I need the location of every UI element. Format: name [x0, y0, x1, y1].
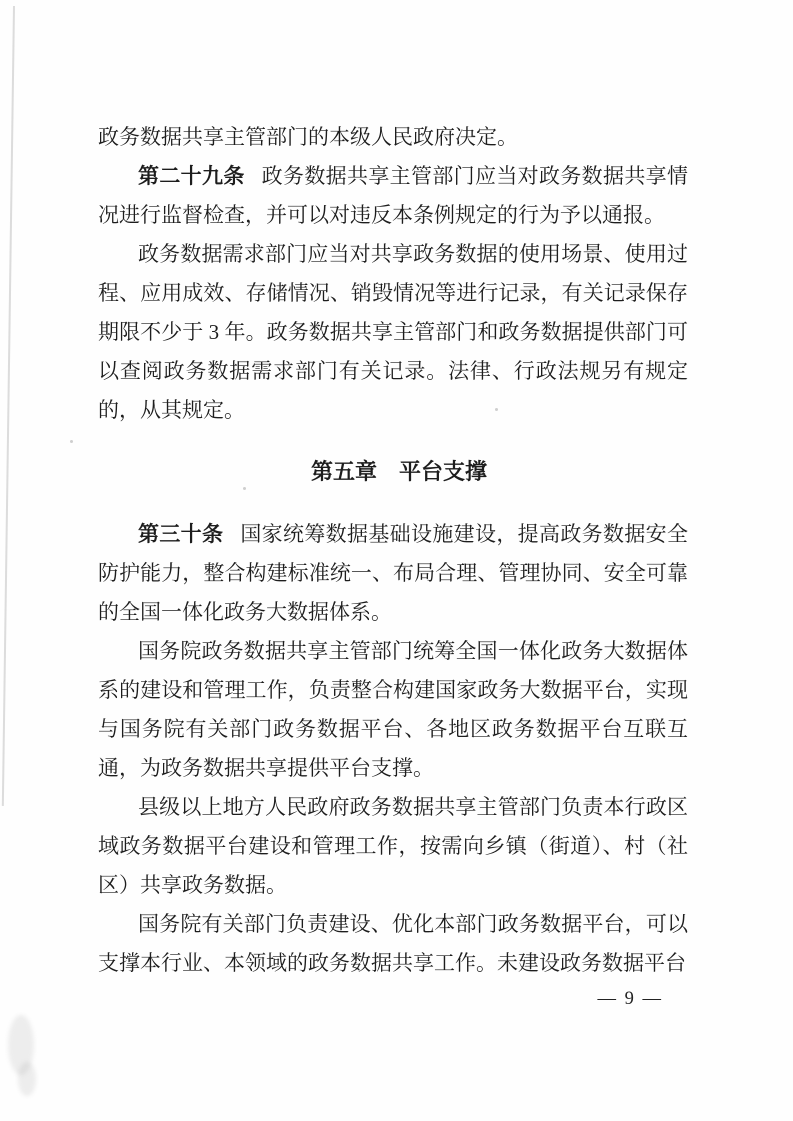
article-29-text: 政务数据共享主管部门应当对政务数据共享情况进行监督检查，并可以对违反本条例规定的行为予以通报。: [98, 164, 689, 227]
article-30-paragraph: [98, 515, 688, 632]
scan-speck: [70, 440, 73, 443]
scan-artifact-left-edge: [2, 6, 15, 806]
page-number: — 9 —: [597, 989, 663, 1009]
chapter-heading: 第五章 平台支撑: [310, 459, 487, 484]
document-content: [98, 118, 688, 1010]
article-30-number: 第三十条: [138, 522, 224, 546]
article-30-text: 国家统筹数据基础设施建设，提高政务数据安全防护能力，整合构建标准统一、布局合理、管理协同、安全可靠的全国一体化政务大数据体系。: [98, 522, 689, 624]
paragraph-state-council-platform: 国务院政务数据共享主管部门统筹全国一体化政务大数据体系的建设和管理工作，负责整合构建国家政务大数据平台，实现与国务院有关部门政务数据平台、各地区政务数据平台互联互通，为政务数据共享提供平台支撑。: [98, 639, 688, 780]
paragraph-department-platform: 国务院有关部门负责建设、优化本部门政务数据平台，可以支撑本行业、本领域的政务数据共享工作。未建设政务数据平台: [98, 912, 688, 975]
scan-smudge: [18, 1062, 36, 1096]
article-29-number: 第二十九条: [138, 164, 245, 188]
paragraph-records-retention: 政务数据需求部门应当对共享政务数据的使用场景、使用过程、应用成效、存储情况、销毁情况等进行记录，有关记录保存期限不少于 3 年。政务数据共享主管部门和政务数据提供部门可以查阅政务数据需求部门有关记录。法律、行政法规另有规定的，从其规定。: [98, 242, 688, 422]
paragraph-continuation: 政务数据共享主管部门的本级人民政府决定。: [98, 125, 518, 149]
paragraph-local-government-platform: 县级以上地方人民政府政务数据共享主管部门负责本行政区域政务数据平台建设和管理工作，按需向乡镇（街道）、村（社区）共享政务数据。: [98, 795, 688, 897]
article-29-paragraph: [98, 157, 688, 235]
